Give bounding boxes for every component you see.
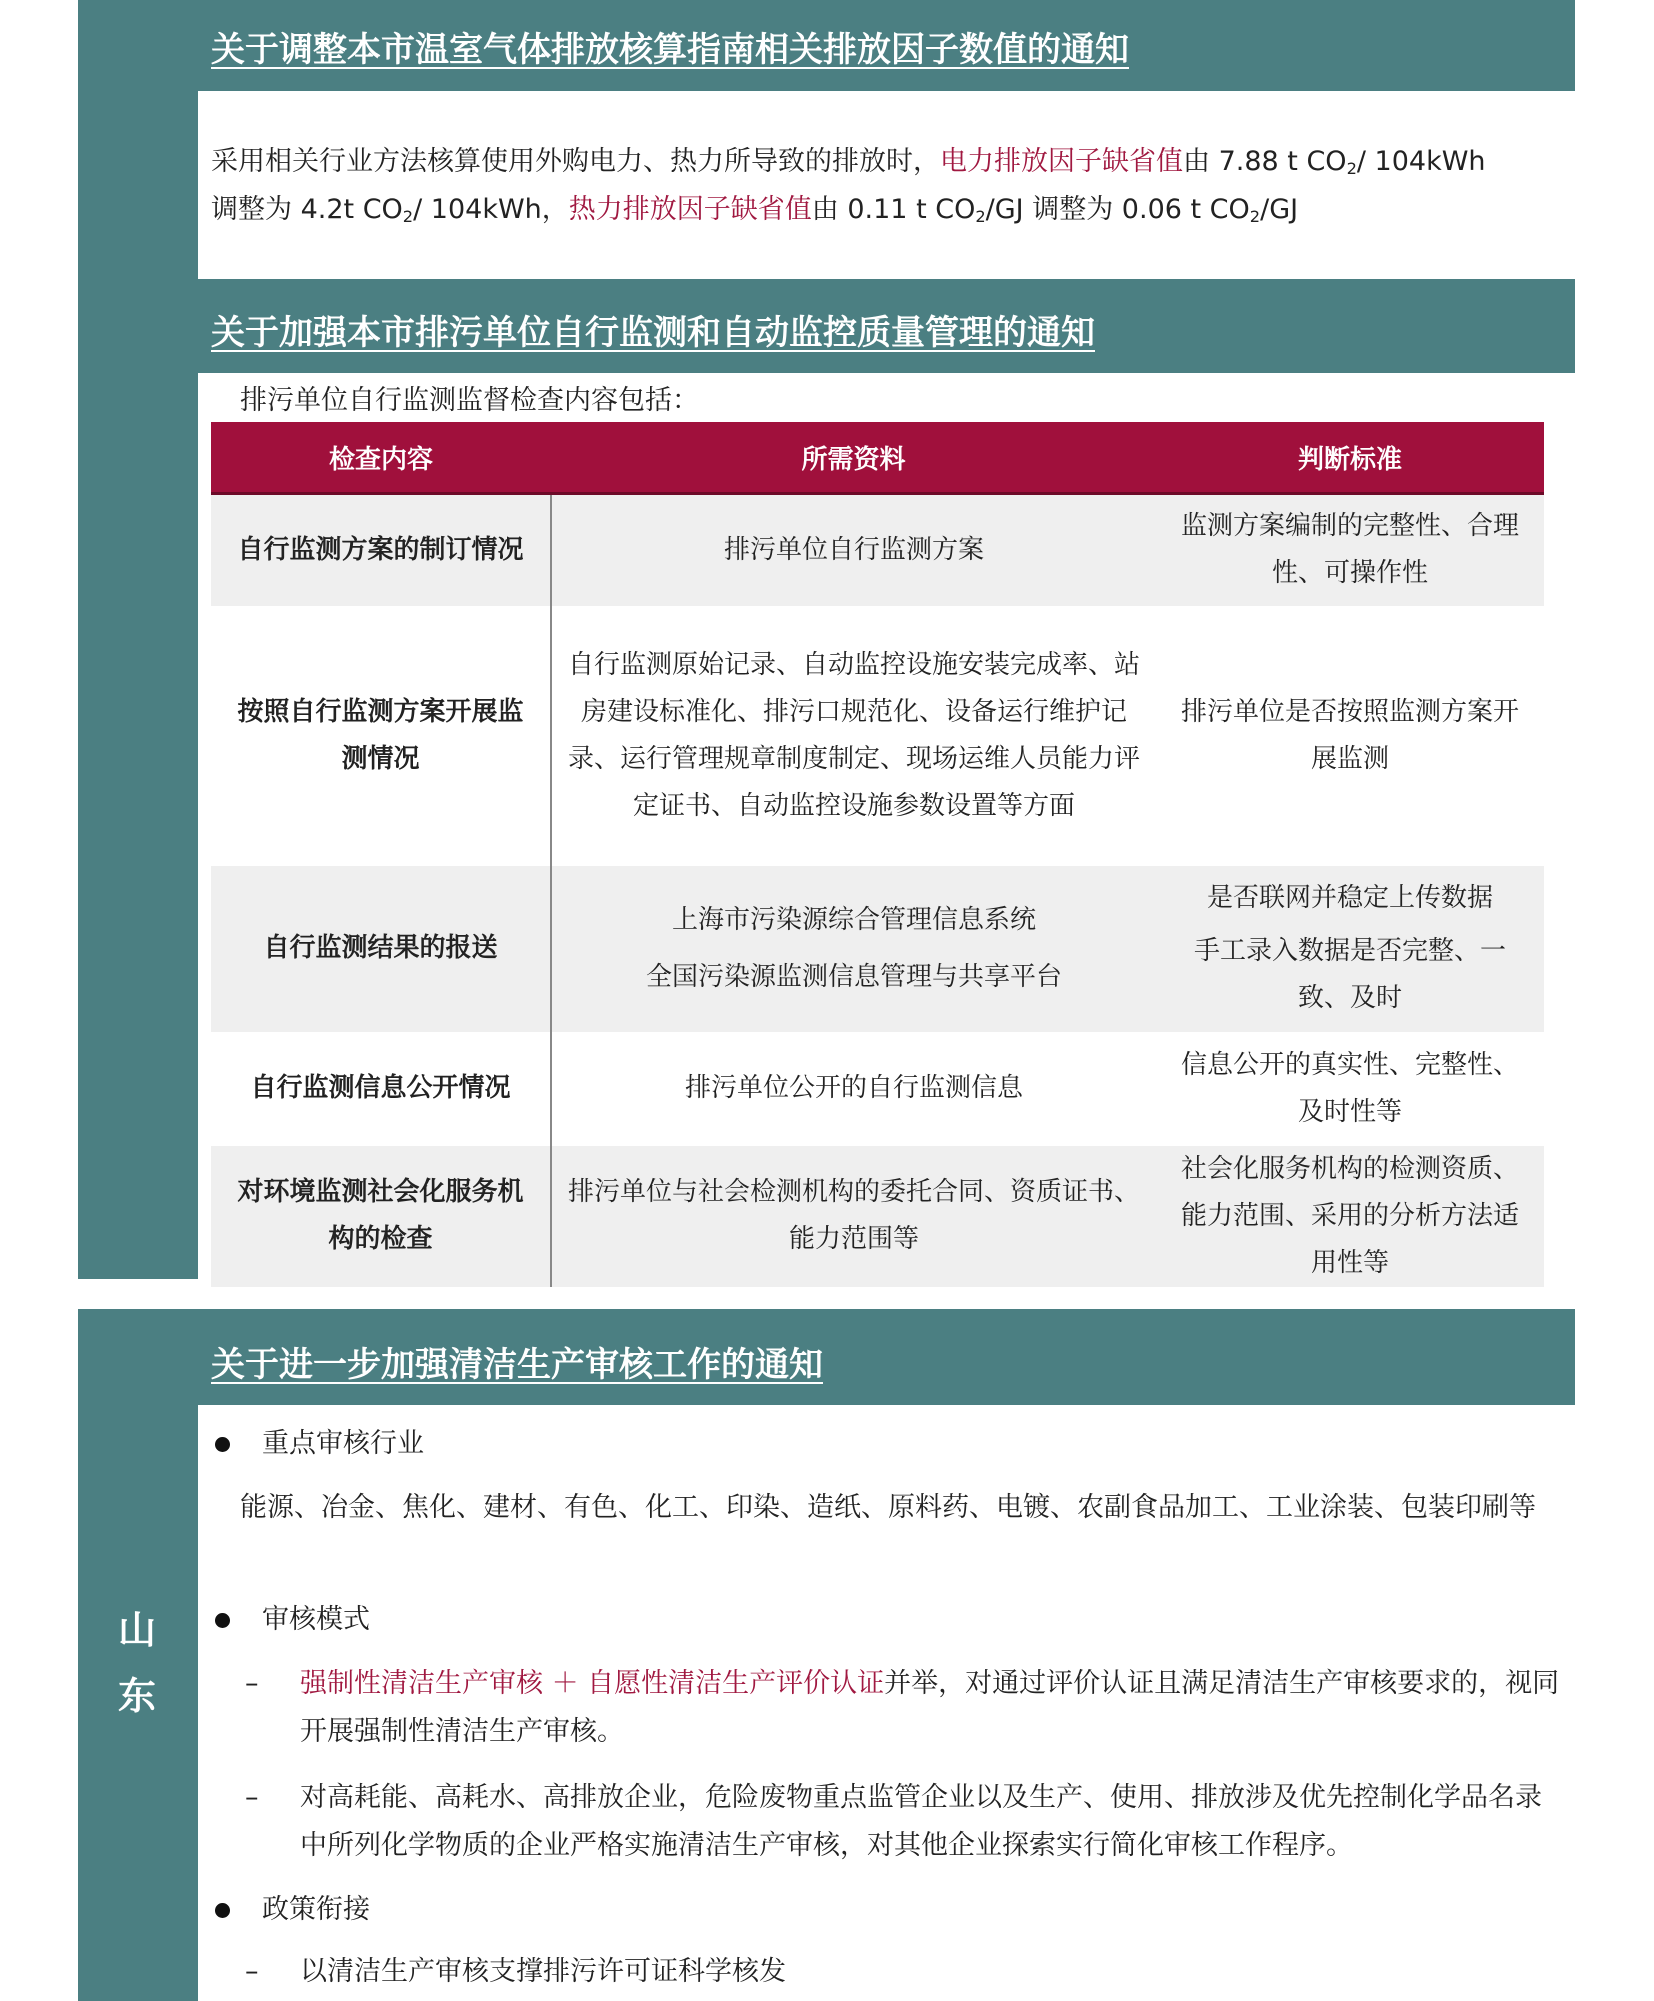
table-cell: 自行监测信息公开情况 — [211, 1032, 551, 1146]
table-header: 判断标准 — [1156, 422, 1544, 494]
table-cell: 对环境监测社会化服务机构的检查 — [211, 1146, 551, 1287]
electricity-factor-highlight: 电力排放因子缺省值 — [940, 146, 1183, 177]
text: /GJ — [1260, 194, 1299, 225]
table-cell: 监测方案编制的完整性、合理性、可操作性 — [1156, 494, 1544, 606]
table-row — [211, 1146, 1544, 1287]
dash-marker: – — [245, 1782, 259, 1813]
table-cell: 自行监测结果的报送 — [211, 866, 551, 1032]
cell-line: 是否联网并稳定上传数据 — [1206, 883, 1493, 913]
section3-title: 关于进一步加强清洁生产审核工作的通知 — [211, 1345, 823, 1385]
bullet-dot — [215, 1613, 230, 1628]
region-char: 山 — [117, 1608, 156, 1652]
heat-factor-highlight: 热力排放因子缺省值 — [568, 194, 812, 225]
bullet-title: 重点审核行业 — [262, 1428, 424, 1459]
cell-line: 全国污染源监测信息管理与共享平台 — [645, 961, 1062, 992]
table-cell: 自行监测原始记录、自动监控设施安装完成率、站房建设标准化、排污口规范化、设备运行维护记录、运行管理规章制度制定、现场运维人员能力评定证书、自动监控设施参数设置等方面 — [567, 649, 1140, 821]
text: / 104kWh — [1356, 146, 1486, 177]
table-cell — [551, 866, 1156, 1032]
audit-mode-highlight: 强制性清洁生产审核 ＋ 自愿性清洁生产评价认证 — [300, 1668, 885, 1699]
text: 采用相关行业方法核算使用外购电力、热力所导致的排放时， — [211, 146, 940, 177]
subscript: 2 — [402, 207, 414, 226]
table-row — [211, 866, 1544, 1032]
section1-title: 关于调整本市温室气体排放核算指南相关排放因子数值的通知 — [211, 30, 1129, 70]
inspection-table — [211, 422, 1544, 1287]
table-cell: 信息公开的真实性、完整性、及时性等 — [1180, 1049, 1519, 1127]
section1-line2 — [211, 186, 1571, 234]
table-cell: 按照自行监测方案开展监测情况 — [211, 606, 551, 866]
dash-marker: – — [245, 1668, 259, 1699]
bullet-dot — [215, 1903, 230, 1918]
table-row — [211, 606, 1544, 866]
cell-line: 上海市污染源综合管理信息系统 — [671, 904, 1036, 935]
region-char: 东 — [117, 1674, 156, 1718]
section1-paragraph — [211, 138, 1571, 234]
section1-line1 — [211, 138, 1571, 186]
table-header-row — [211, 422, 1544, 494]
sub-item-text — [300, 1660, 1562, 1756]
text: 调整为 4.2t CO — [211, 194, 403, 225]
text: /GJ 调整为 0.06 t CO — [985, 194, 1250, 225]
text: 并举，对通过评价认证且满足清洁生产审核要求的，视同开展强制性清洁生产审核。 — [300, 1668, 1560, 1747]
table-row — [211, 1032, 1544, 1146]
dash-marker: – — [245, 1956, 259, 1987]
text: 由 0.11 t CO — [811, 194, 976, 225]
table-cell: 排污单位是否按照监测方案开展监测 — [1180, 696, 1519, 774]
subscript: 2 — [1249, 207, 1261, 226]
bullet-dot — [215, 1437, 230, 1452]
sub-item-text: 以清洁生产审核支撑排污许可证科学核发 — [300, 1956, 786, 1987]
subscript: 2 — [1346, 159, 1357, 178]
subscript: 2 — [975, 207, 986, 226]
table-cell: 排污单位公开的自行监测信息 — [684, 1073, 1023, 1103]
table-header: 检查内容 — [211, 422, 551, 494]
cell-line: 手工录入数据是否完整、一致、及时 — [1193, 936, 1506, 1013]
table-cell: 自行监测方案的制订情况 — [211, 494, 551, 606]
text: / 104kWh， — [413, 194, 569, 225]
table-cell: 排污单位自行监测方案 — [551, 494, 1156, 606]
bullet-title: 审核模式 — [262, 1604, 370, 1635]
sub-item-text: 对高耗能、高耗水、高排放企业，危险废物重点监管企业以及生产、使用、排放涉及优先控制化学品名录中所列化学物质的企业严格实施清洁生产审核，对其他企业探索实行简化审核工作程序。 — [300, 1782, 1542, 1861]
table-row — [211, 494, 1544, 606]
section2-title: 关于加强本市排污单位自行监测和自动监控质量管理的通知 — [211, 313, 1095, 353]
bullet-text: 能源、冶金、焦化、建材、有色、化工、印染、造纸、原料药、电镀、农副食品加工、工业涂装、包装印刷等 — [240, 1492, 1536, 1523]
region-label — [78, 1597, 196, 1729]
table-cell: 排污单位与社会检测机构的委托合同、资质证书、能力范围等 — [551, 1146, 1156, 1287]
text: 由 7.88 t CO — [1183, 146, 1347, 177]
table-cell — [1156, 866, 1544, 1032]
bullet-title: 政策衔接 — [262, 1894, 370, 1925]
table-header: 所需资料 — [551, 422, 1156, 494]
table-cell: 社会化服务机构的检测资质、能力范围、采用的分析方法适用性等 — [1156, 1146, 1544, 1287]
section2-intro: 排污单位自行监测监督检查内容包括： — [240, 385, 699, 416]
